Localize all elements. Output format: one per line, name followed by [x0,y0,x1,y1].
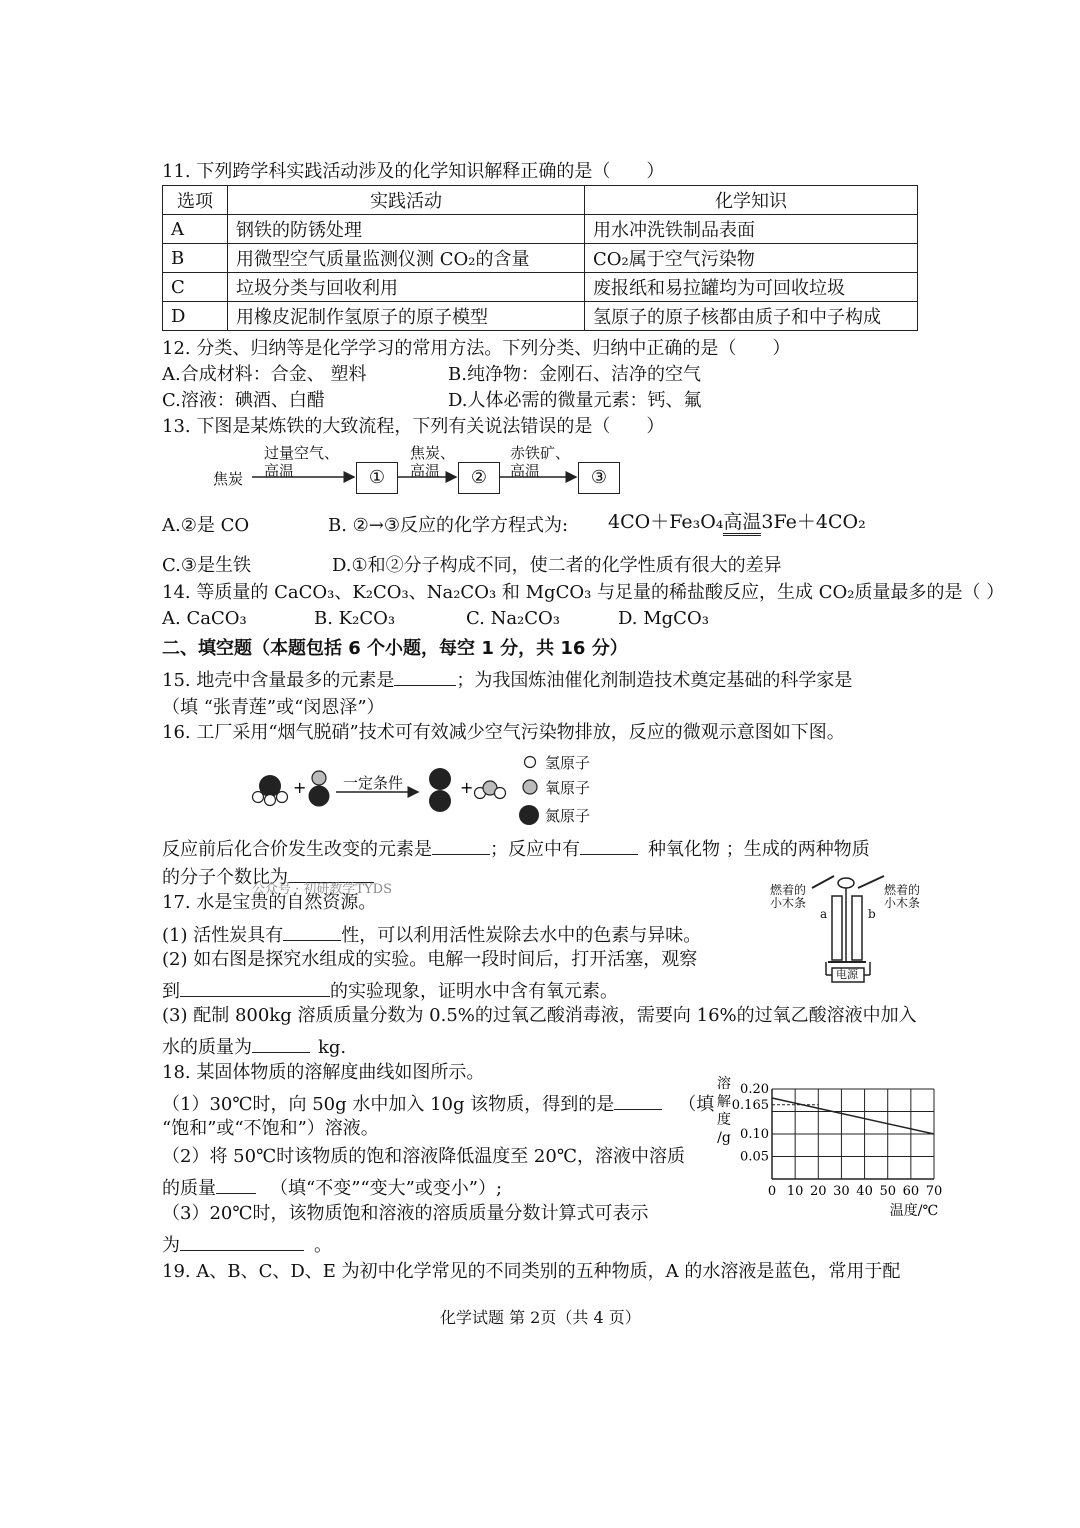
y-axis-label: 解 [717,1094,731,1110]
equation-left: 4CO＋Fe₃O₄ [608,511,724,533]
y-tick-label: 0.165 [731,1097,769,1113]
q17-text-3c: kg. [318,1037,347,1058]
q17-part1 [162,920,701,948]
y-axis-label: 度 [717,1112,731,1128]
reservoir-top [838,878,854,888]
answer-blank [180,976,330,997]
q12-option-c: C.溶液：碘酒、白醋 [162,390,325,411]
q13-option-a: A.②是 CO [162,515,250,536]
q14-option-c: C. Na₂CO₃ [466,608,561,629]
table-row [163,302,918,331]
row-option: D [163,302,228,331]
q14-option-a: A. CaCO₃ [162,608,247,629]
table-row [163,244,918,273]
q13-option-d: D.①和②分子构成不同，使二者的化学性质有很大的差异 [332,555,782,576]
row-activity: 用橡皮泥制作氢原子的原子模型 [228,302,585,331]
x-tick-label: 10 [786,1184,804,1199]
row-knowledge: 氢原子的原子核都由质子和中子构成 [585,302,918,331]
legend-nitrogen: 氮原子 [545,807,591,825]
arrow1-label-top: 过量空气、 [264,444,340,462]
series-line [772,1098,934,1134]
ammonia-molecule [253,775,288,806]
q15-line2 [162,692,385,720]
q18-part1a [162,1089,714,1117]
table-row [163,215,918,244]
legend-hydrogen: 氢原子 [545,754,591,772]
solubility-chart [712,1074,942,1224]
x-tick-label: 40 [856,1184,873,1199]
answer-blank [216,1173,256,1194]
header-option: 选项 [163,186,228,215]
q15-text-a: 15. 地壳中含量最多的元素是 [162,670,395,691]
x-tick-label: 50 [879,1184,896,1199]
row-knowledge: CO₂属于空气污染物 [585,244,918,273]
right-wood-stick [858,876,884,888]
q17-text-2c: 的实验现象，证明水中含有氧元素。 [330,981,618,1002]
q18-part3b [162,1230,332,1258]
arrow3-label-bottom: 高温 [510,462,541,480]
y-tick-label: 0.10 [740,1127,769,1142]
q12-stem: 12. 分类、归纳等是化学学习的常用方法。下列分类、归纳中正确的是（ ） [162,338,791,359]
arrow2-label-bottom: 高温 [410,462,441,480]
legend-oxygen: 氧原子 [545,779,591,797]
row-option: A [163,215,228,244]
q18-text-3c: 。 [314,1235,332,1256]
q18-text-2b: 的质量 [162,1178,216,1199]
water-molecule [475,781,506,799]
row-activity: 钢铁的防锈处理 [228,215,585,244]
q16-stem: 16. 工厂采用“烟气脱硝”技术可有效减少空气污染物排放，反应的微观示意图如下图。 [162,722,845,743]
answer-blank [252,1032,310,1053]
q16-text-b: ；反应中有 [490,839,580,860]
q13-equation [608,510,866,536]
flow-box-3: ③ [578,462,620,494]
x-tick-label: 70 [925,1184,943,1199]
equation-condition: 高温 [723,511,761,536]
q18-text-2c: （填“不变”“变大”或变小”）; [270,1178,503,1199]
answer-blank [394,665,456,686]
answer-blank [580,834,638,855]
q18-part3a: （3）20℃时，该物质饱和溶液的溶质质量分数计算式可表示 [162,1203,649,1224]
q19-line1: 19. A、B、C、D、E 为初中化学常见的不同类别的五种物质，A 的水溶液是蓝色，常用于配 [162,1261,901,1282]
q16-text-d: 的分子个数比为 [162,867,288,888]
q12-option-a: A.合成材料：合金、 塑料 [162,364,367,385]
fig-power-label: 电源 [836,968,858,981]
q17-text-1a: (1) 活性炭具有 [162,925,284,946]
row-activity: 垃圾分类与回收利用 [228,273,585,302]
fig-a-label: a [820,907,828,921]
x-tick-label: 30 [833,1184,850,1199]
legend-oxygen-icon [523,780,537,794]
q18-part2b [162,1173,502,1201]
watermark: 公众号 · 初研教学TYDS [252,882,392,897]
flow-box-1: ① [356,462,398,494]
nitric-oxide-molecule [309,771,330,807]
header-activity: 实践活动 [228,186,585,215]
header-knowledge: 化学知识 [585,186,918,215]
x-tick-label: 60 [902,1184,920,1199]
arrow3-label-top: 赤铁矿、 [510,444,571,462]
reaction-condition: 一定条件 [343,774,404,792]
q17-part2a: (2) 如右图是探究水组成的实验。电解一段时间后，打开活塞，观察 [162,949,698,970]
q13-stem: 13. 下图是某炼铁的大致流程，下列有关说法错误的是（ ） [162,416,665,437]
q17-text-1b: 性，可以利用活性炭除去水中的色素与异味。 [341,925,702,946]
q16-text-c: 种氧化物 ；生成的两种物质 [648,839,870,860]
answer-blank [180,1230,304,1251]
q18-part2a: （2）将 50℃时该物质的饱和溶液降低温度至 20℃，溶液中溶质 [162,1146,685,1167]
arrow2-label-top: 焦炭、 [410,444,456,462]
q13-option-c: C.③是生铁 [162,555,251,576]
q12-option-b: B.纯净物：金刚石、洁净的空气 [448,364,701,385]
nitrogen-molecule [429,768,451,812]
y-tick-label: 0.05 [740,1149,769,1165]
q15-line1 [162,665,852,693]
answer-blank [614,1089,662,1110]
row-option: C [163,273,228,302]
q16-text-a: 反应前后化合价发生改变的元素是 [162,839,432,860]
row-knowledge: 用水冲洗铁制品表面 [585,215,918,244]
q18-stem: 18. 某固体物质的溶解度曲线如图所示。 [162,1062,485,1083]
q13-option-b: B. ②→③反应的化学方程式为: [328,515,569,536]
q18-part1c: “饱和”或“不饱和”）溶液。 [162,1118,379,1139]
y-tick-label: 0.20 [740,1082,769,1097]
q17-text-3b: 水的质量为 [162,1037,252,1058]
section-heading: 二、填空题（本题包括 6 个小题，每空 1 分，共 16 分） [162,638,628,659]
q12-option-d: D.人体必需的微量元素：钙、氟 [448,390,702,411]
plus-sign-1: + [293,778,307,797]
left-tube [832,896,842,960]
y-axis-label: /g [717,1130,731,1146]
legend-hydrogen-icon [525,757,536,768]
q11-stem: 11. 下列跨学科实践活动涉及的化学知识解释正确的是（ ） [162,161,665,182]
plus-sign-2: + [460,778,474,797]
row-activity: 用微型空气质量监测仪测 CO₂的含量 [228,244,585,273]
legend-nitrogen-icon [519,805,539,825]
q17-stem: 17. 水是宝贵的自然资源。 [162,892,377,913]
fig-b-label: b [868,907,876,921]
q14-stem: 14. 等质量的 CaCO₃、K₂CO₃、Na₂CO₃ 和 MgCO₃ 与足量的稀盐酸反应，生成 CO₂质量最多的是（ ） [162,582,1005,603]
row-option: B [163,244,228,273]
q15-text-b: ；为我国炼油催化剂制造技术奠定基础的科学家是 [456,670,853,691]
equation-right: 3Fe＋4CO₂ [761,511,866,533]
fig-left-label: 燃着的小木条 [770,883,807,910]
flow-start: 焦炭 [213,470,244,488]
q18-text-1b: （填 [678,1094,715,1115]
x-axis-label: 温度/℃ [889,1203,939,1219]
left-wood-stick [812,876,834,888]
flow-box-2: ② [458,462,500,494]
q15-text-c: （填 “张青莲”或“闵恩泽”） [162,697,385,718]
q14-option-b: B. K₂CO₃ [314,608,396,629]
fig-right-label: 燃着的小木条 [884,883,921,910]
q17-text-2b: 到 [162,981,180,1002]
page-footer: 化学试题 第 2页（共 4 页） [440,1308,641,1327]
q18-text-1a: （1）30℃时，向 50g 水中加入 10g 该物质，得到的是 [162,1094,615,1115]
q17-part2b [162,976,618,1004]
q17-part3b [162,1032,346,1060]
q18-text-3b: 为 [162,1235,180,1256]
table-row [163,273,918,302]
q16-line1 [162,834,870,862]
answer-blank [432,834,490,855]
q14-option-d: D. MgCO₃ [618,608,709,629]
x-tick-label: 0 [767,1184,777,1199]
row-knowledge: 废报纸和易拉罐均为可回收垃圾 [585,273,918,302]
arrow1-label-bottom: 高温 [264,462,295,480]
q11-table [162,185,918,331]
y-axis-label: 溶 [717,1076,731,1092]
answer-blank [283,920,341,941]
q17-part3a: (3) 配制 800kg 溶质质量分数为 0.5%的过氧乙酸消毒液，需要向 16%的过氧乙酸溶液中加入 [162,1005,917,1026]
right-tube [852,896,862,960]
table-header-row [163,186,918,215]
x-tick-label: 20 [810,1184,827,1199]
